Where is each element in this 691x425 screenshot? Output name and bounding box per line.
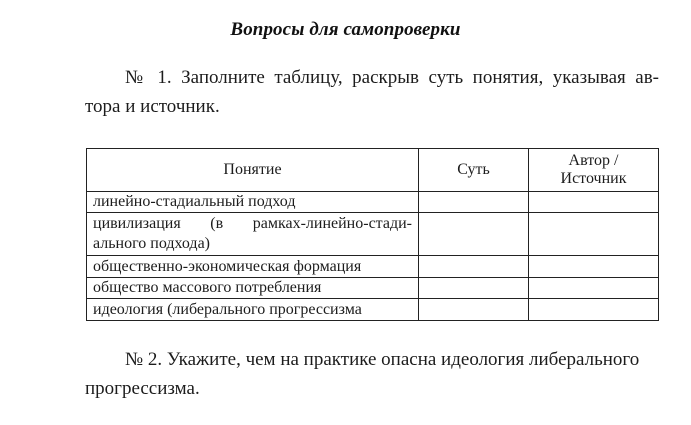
- concept-cell: [87, 213, 419, 256]
- concept-cell: линейно-стадиальный подход: [87, 192, 419, 213]
- table-row: [87, 299, 659, 321]
- section-title: Вопросы для самопроверки: [230, 19, 461, 40]
- author-cell[interactable]: [529, 213, 659, 256]
- question-1: [85, 63, 659, 121]
- essence-cell[interactable]: [419, 278, 529, 299]
- author-cell[interactable]: [529, 192, 659, 213]
- concept-line-1: цивилизация (в рамках-линейно-стади-: [93, 215, 412, 232]
- concept-cell: общественно-экономическая формация: [87, 256, 419, 278]
- table-row: [87, 256, 659, 278]
- author-cell[interactable]: [529, 278, 659, 299]
- question-1-line-1: № 1. Заполните таблицу, раскрыв суть понятия, указывая ав-: [125, 67, 659, 88]
- author-cell[interactable]: [529, 256, 659, 278]
- question-2-line-2: прогрессизма.: [85, 378, 200, 399]
- header-author-source: [529, 149, 659, 192]
- concepts-table: [86, 148, 659, 321]
- essence-cell[interactable]: [419, 192, 529, 213]
- table-header-row: [87, 149, 659, 192]
- concept-cell: общество массового потребления: [87, 278, 419, 299]
- question-2: [85, 345, 659, 403]
- concept-cell: идеология (либерального прогрессизма: [87, 299, 419, 321]
- header-concept: Понятие: [87, 149, 419, 192]
- essence-cell[interactable]: [419, 256, 529, 278]
- header-essence: Суть: [419, 149, 529, 192]
- table-row: [87, 278, 659, 299]
- concept-line-2: ального подхода): [93, 235, 210, 252]
- header-author-line-1: Автор /: [568, 152, 619, 169]
- question-2-line-1: № 2. Укажите, чем на практике опасна идеология либерального: [125, 349, 640, 370]
- author-cell[interactable]: [529, 299, 659, 321]
- header-author-line-2: Источник: [560, 170, 627, 187]
- table-row: [87, 213, 659, 256]
- essence-cell[interactable]: [419, 213, 529, 256]
- question-1-line-2: тора и источник.: [85, 96, 220, 117]
- essence-cell[interactable]: [419, 299, 529, 321]
- table-row: [87, 192, 659, 213]
